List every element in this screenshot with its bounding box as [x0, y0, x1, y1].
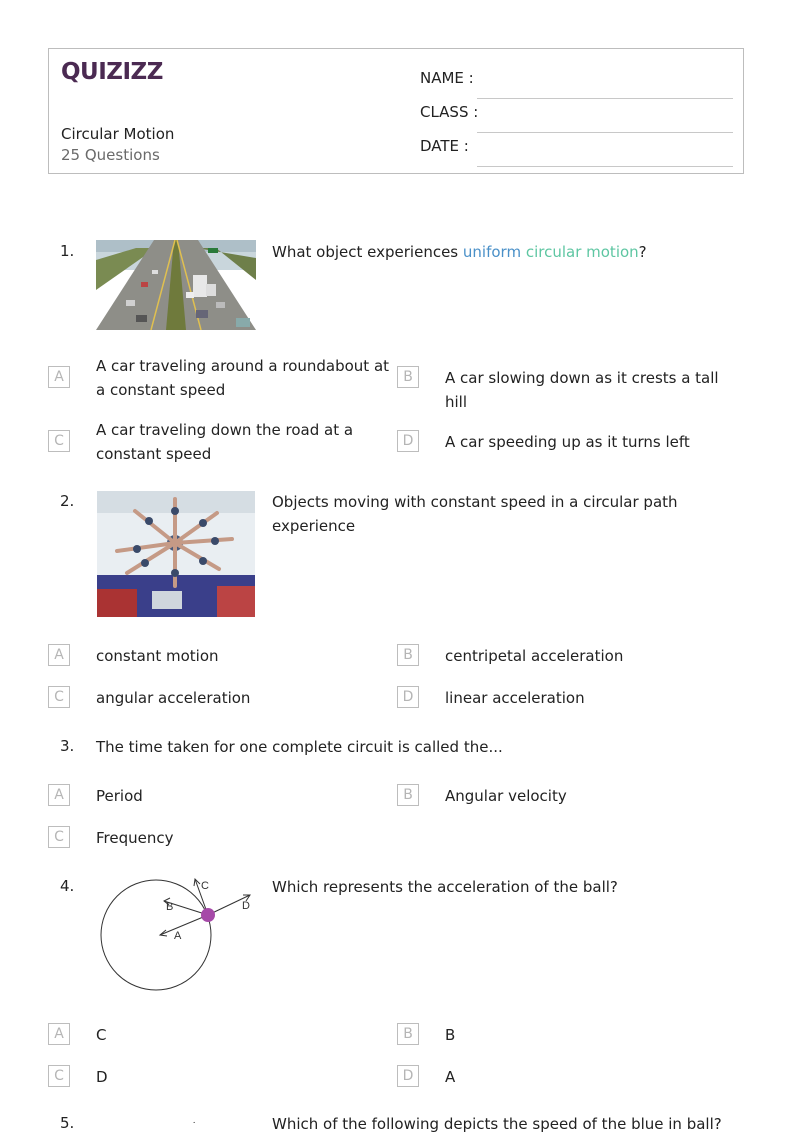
name-label: NAME : — [420, 69, 474, 87]
question-number: 3. — [60, 737, 75, 755]
keyword-uniform: uniform — [462, 243, 522, 261]
question-number: 5. — [60, 1114, 75, 1132]
option-letter[interactable]: C — [48, 430, 70, 452]
class-label: CLASS : — [420, 103, 479, 121]
option-text[interactable]: A car slowing down as it crests a tall hill — [445, 369, 719, 411]
option-letter[interactable]: D — [397, 430, 419, 452]
question-text: Which represents the acceleration of the ball? — [272, 878, 618, 896]
option-text[interactable]: D — [96, 1068, 108, 1086]
question-number: 2. — [60, 492, 75, 510]
diagram-label-a: A — [174, 930, 182, 942]
question-number: 4. — [60, 877, 75, 895]
option-text[interactable]: angular acceleration — [96, 689, 251, 707]
question-text: Objects moving with constant speed in a circular path experience — [272, 493, 678, 535]
option-text[interactable]: B — [445, 1026, 456, 1044]
option-letter[interactable]: A — [48, 1023, 70, 1045]
worksheet-title: Circular Motion — [61, 125, 175, 143]
option-letter[interactable]: C — [48, 826, 70, 848]
quizizz-logo: QUIZIZZ — [61, 59, 163, 85]
option-letter[interactable]: B — [397, 1023, 419, 1045]
date-label: DATE : — [420, 137, 469, 155]
highway-image — [96, 240, 256, 330]
option-text[interactable]: Period — [96, 787, 143, 805]
option-letter[interactable]: A — [48, 644, 70, 666]
question-5-diagram — [126, 1114, 216, 1123]
option-text[interactable]: constant motion — [96, 647, 219, 665]
option-text[interactable]: linear acceleration — [445, 689, 585, 707]
option-text[interactable]: A car traveling down the road at a constant speed — [96, 421, 354, 463]
diagram-label-d: D — [242, 900, 250, 912]
question-text-part: ? — [638, 243, 647, 261]
keyword-circular-motion: circular motion — [525, 243, 639, 261]
gymnasts-image — [97, 491, 255, 617]
class-field[interactable] — [420, 103, 733, 127]
option-letter[interactable]: B — [397, 366, 419, 388]
name-line[interactable] — [477, 98, 733, 99]
option-letter[interactable]: C — [48, 1065, 70, 1087]
option-text[interactable]: C — [96, 1026, 107, 1044]
question-text — [272, 240, 742, 264]
circle-diagram — [96, 875, 256, 993]
option-letter[interactable]: D — [397, 1065, 419, 1087]
question-text: Which of the following depicts the speed of the blue in ball? — [272, 1115, 722, 1133]
option-letter[interactable]: D — [397, 686, 419, 708]
option-letter[interactable]: A — [48, 784, 70, 806]
option-text[interactable]: centripetal acceleration — [445, 647, 624, 665]
diagram-label-b: B — [166, 901, 174, 913]
option-letter[interactable]: B — [397, 644, 419, 666]
option-text[interactable]: Frequency — [96, 829, 174, 847]
date-field[interactable] — [420, 137, 733, 161]
question-text: The time taken for one complete circuit is called the... — [96, 738, 503, 756]
question-count: 25 Questions — [61, 146, 160, 164]
option-letter[interactable]: A — [48, 366, 70, 388]
option-text[interactable]: A — [445, 1068, 456, 1086]
option-letter[interactable]: B — [397, 784, 419, 806]
question-number: 1. — [60, 242, 75, 260]
option-text[interactable]: A car speeding up as it turns left — [445, 433, 690, 451]
option-text[interactable]: Angular velocity — [445, 787, 567, 805]
question-text-part: What object experiences — [272, 243, 463, 261]
name-field[interactable] — [420, 69, 733, 93]
option-letter[interactable]: C — [48, 686, 70, 708]
class-line[interactable] — [477, 132, 733, 133]
option-text[interactable]: A car traveling around a roundabout at a constant speed — [96, 357, 390, 399]
worksheet-header — [48, 48, 744, 174]
diagram-label-c: C — [201, 880, 209, 892]
date-line[interactable] — [477, 166, 733, 167]
